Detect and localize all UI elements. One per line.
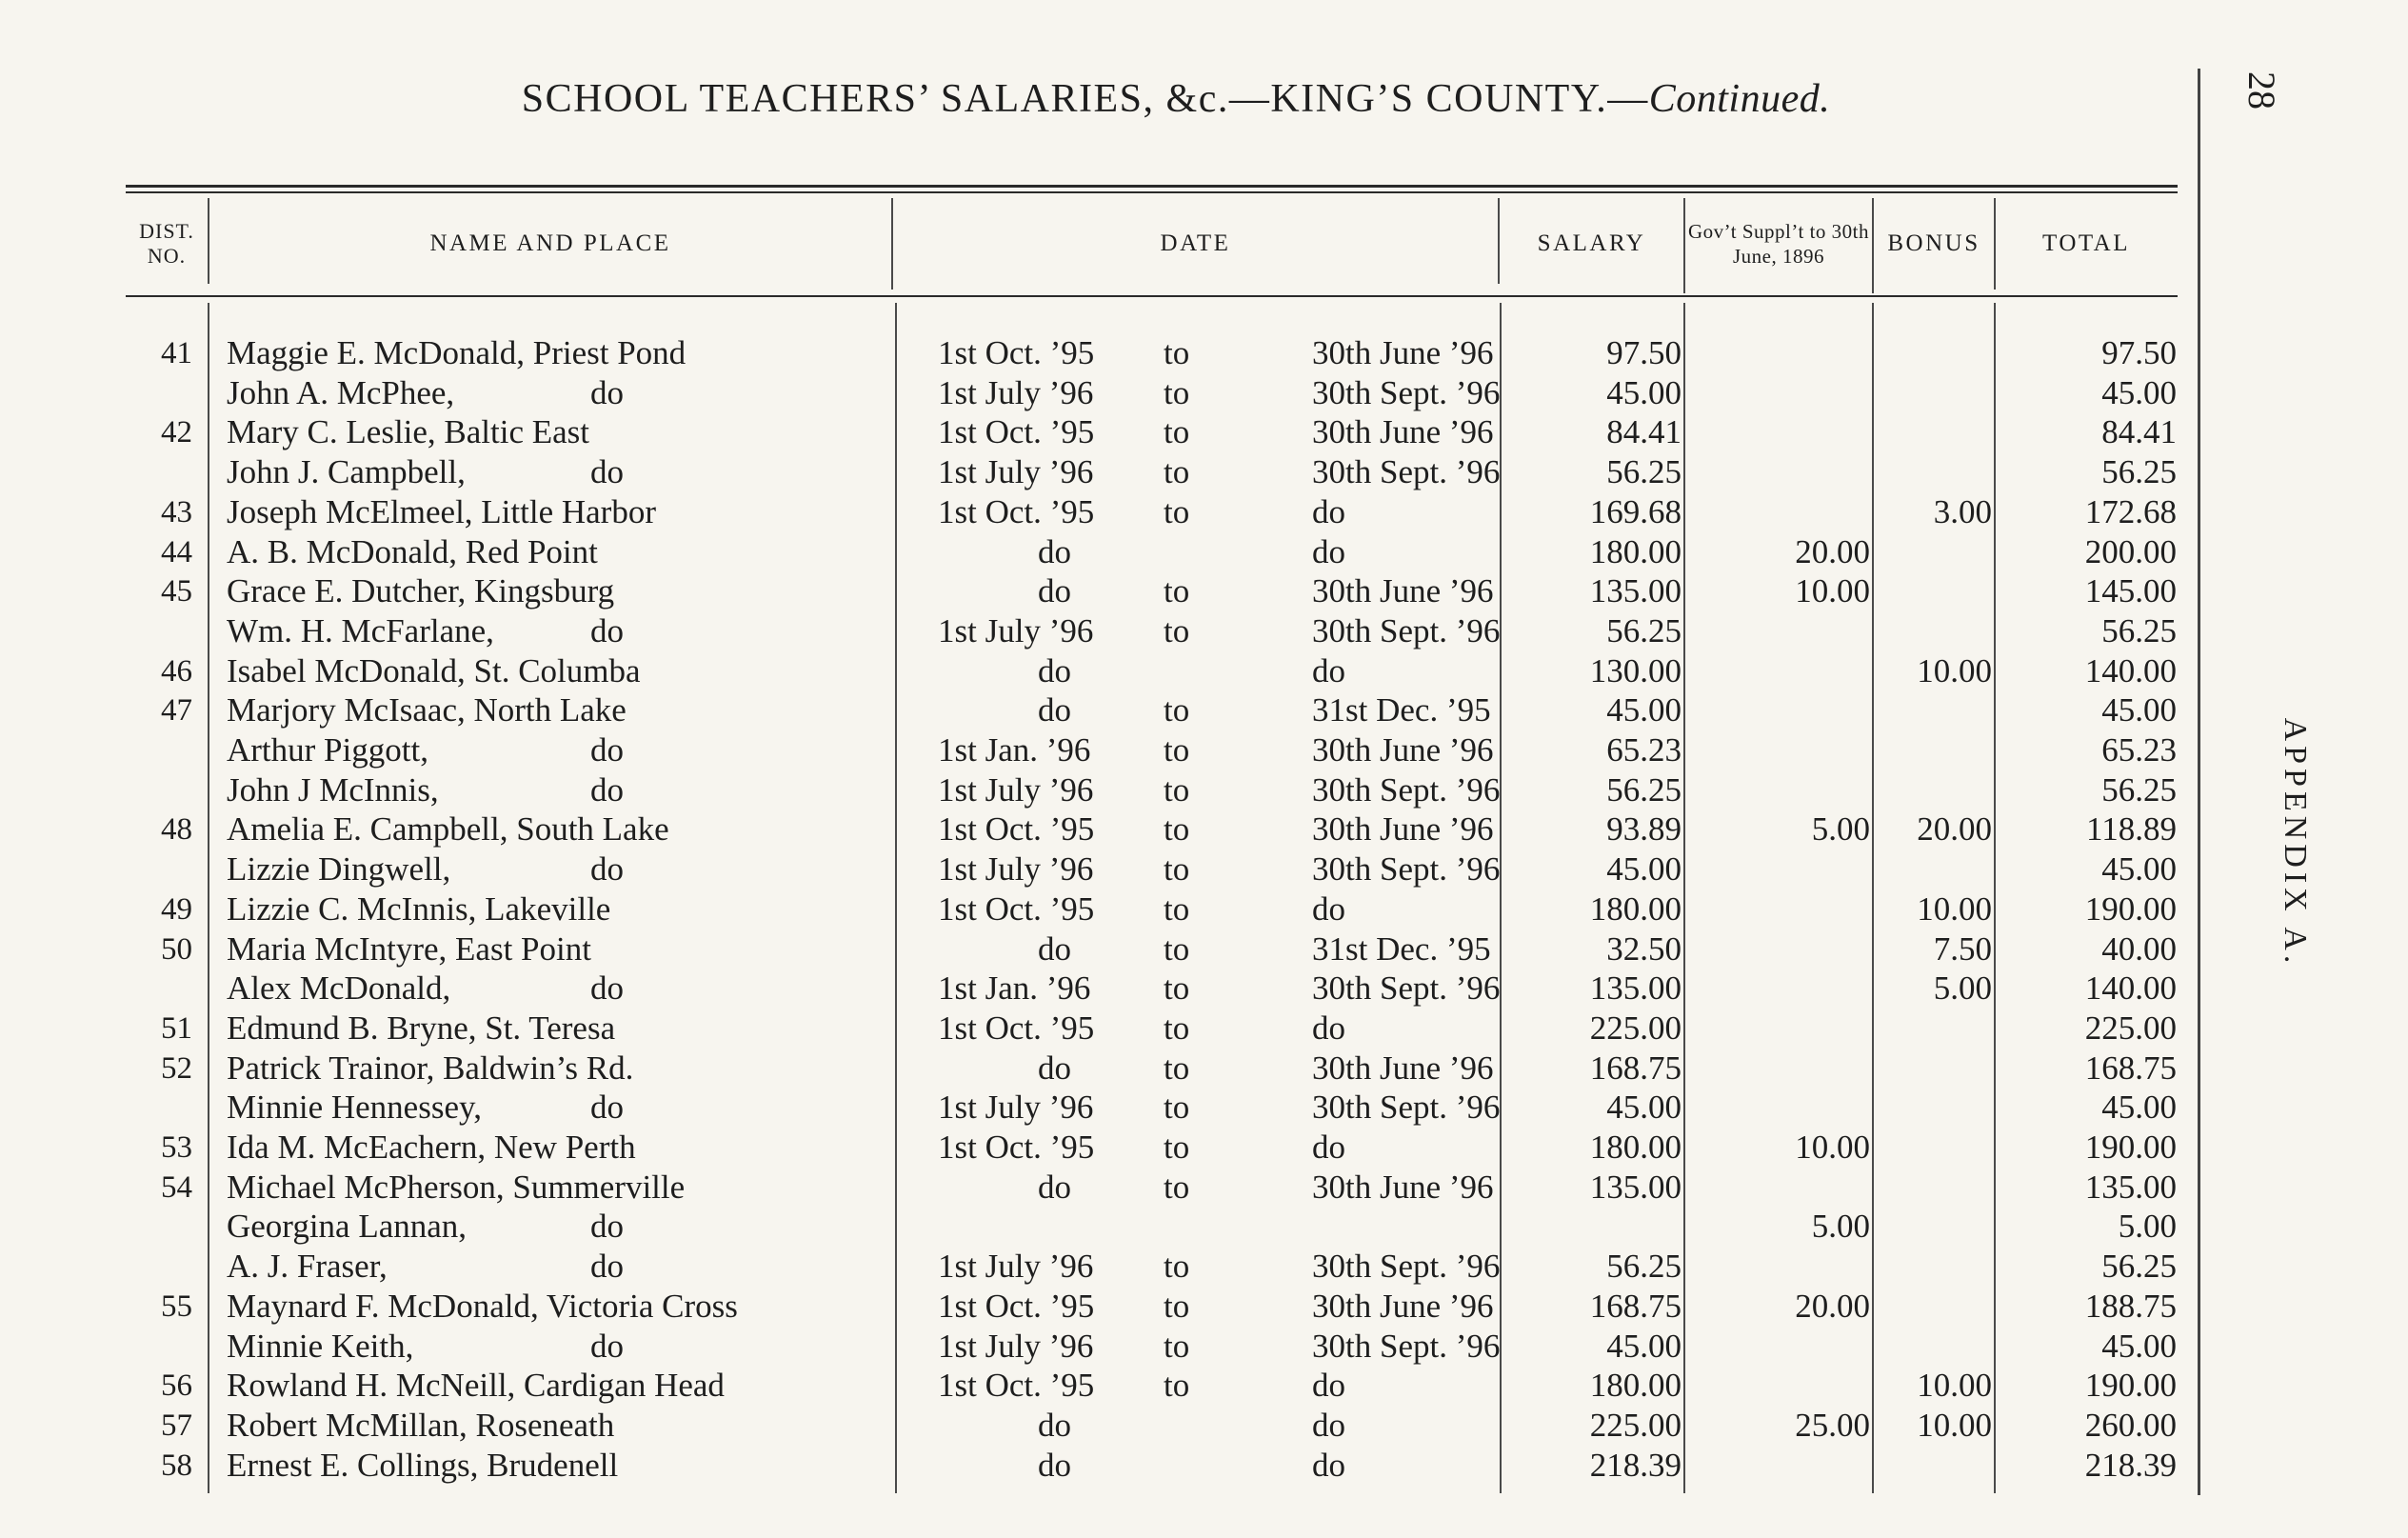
top-rule-thin bbox=[126, 191, 2178, 193]
date-from-cell: 1st Oct. ’95 bbox=[938, 334, 1095, 371]
total-cell: 140.00 bbox=[2084, 651, 2177, 689]
total-cell: 118.89 bbox=[2086, 810, 2177, 849]
header-total: TOTAL bbox=[2042, 230, 2130, 256]
dist-no-cell: 53 bbox=[161, 1130, 192, 1165]
salary-cell: 56.25 bbox=[1606, 770, 1682, 809]
dist-no-cell: 44 bbox=[161, 534, 192, 569]
date-until-cell: 30th June ’96 bbox=[1312, 810, 1494, 849]
total-cell: 56.25 bbox=[2101, 1248, 2177, 1286]
header-bottom-rule bbox=[126, 295, 2178, 297]
table-row bbox=[0, 1207, 2190, 1247]
govt-supplement-cell: 20.00 bbox=[1795, 1287, 1870, 1325]
total-cell: 56.25 bbox=[2101, 453, 2177, 491]
date-until-cell: 30th June ’96 bbox=[1312, 334, 1494, 371]
salary-cell: 56.25 bbox=[1606, 611, 1682, 649]
table-row bbox=[0, 929, 2190, 969]
date-to-word-cell: to bbox=[1164, 969, 1190, 1008]
date-until-cell: 30th Sept. ’96 bbox=[1312, 850, 1501, 889]
top-rule-thick bbox=[126, 185, 2178, 188]
date-to-word-cell: to bbox=[1164, 731, 1190, 769]
table-row bbox=[0, 1128, 2190, 1168]
place-ditto-cell: do bbox=[590, 373, 624, 411]
table-row bbox=[0, 412, 2190, 452]
name-cell: Joseph McElmeel, Little Harbor bbox=[227, 492, 656, 530]
date-from-cell: 1st July ’96 bbox=[938, 850, 1094, 889]
place-ditto-cell: do bbox=[590, 969, 624, 1008]
date-until-cell: 31st Dec. ’95 bbox=[1312, 691, 1491, 729]
date-from-cell: 1st Oct. ’95 bbox=[938, 810, 1095, 849]
salary-cell: 56.25 bbox=[1606, 1248, 1682, 1286]
date-until-cell: do bbox=[1312, 1367, 1345, 1405]
date-from-cell: 1st July ’96 bbox=[938, 611, 1094, 649]
date-until-cell: 30th Sept. ’96 bbox=[1312, 1327, 1501, 1365]
place-ditto-cell: do bbox=[590, 1089, 624, 1127]
dist-no-cell: 46 bbox=[161, 653, 192, 689]
date-to-word-cell: to bbox=[1164, 413, 1190, 451]
date-from-cell: 1st Oct. ’95 bbox=[938, 1367, 1095, 1405]
name-cell: Patrick Trainor, Baldwin’s Rd. bbox=[227, 1049, 634, 1087]
date-until-cell: do bbox=[1312, 1009, 1345, 1047]
date-until-cell: do bbox=[1312, 651, 1345, 689]
salary-cell: 84.41 bbox=[1606, 413, 1682, 451]
date-until-cell: 30th Sept. ’96 bbox=[1312, 1089, 1501, 1127]
date-from-cell: 1st July ’96 bbox=[938, 373, 1094, 411]
date-until-cell: 30th June ’96 bbox=[1312, 731, 1494, 769]
date-to-word-cell: to bbox=[1164, 611, 1190, 649]
date-to-word-cell: to bbox=[1164, 1089, 1190, 1127]
table-row bbox=[0, 452, 2190, 492]
table-row bbox=[0, 690, 2190, 730]
date-from-cell: 1st July ’96 bbox=[938, 1089, 1094, 1127]
dist-no-cell: 43 bbox=[161, 494, 192, 529]
total-cell: 190.00 bbox=[2084, 1367, 2177, 1405]
header-name-and-place: NAME AND PLACE bbox=[429, 230, 671, 256]
name-cell: Robert McMillan, Roseneath bbox=[227, 1406, 615, 1444]
header-bonus: BONUS bbox=[1887, 230, 1980, 256]
date-from-cell: 1st Jan. ’96 bbox=[938, 731, 1091, 769]
govt-supplement-cell: 10.00 bbox=[1795, 1129, 1870, 1166]
salary-cell: 45.00 bbox=[1606, 691, 1682, 729]
total-cell: 225.00 bbox=[2084, 1009, 2177, 1047]
header-dist-no: DIST. NO. bbox=[139, 219, 194, 268]
salary-cell: 180.00 bbox=[1589, 532, 1682, 570]
dist-no-cell: 42 bbox=[161, 415, 192, 450]
name-cell: Ernest E. Collings, Brudenell bbox=[227, 1446, 619, 1484]
salary-cell: 45.00 bbox=[1606, 1327, 1682, 1365]
date-to-word-cell: to bbox=[1164, 1367, 1190, 1405]
name-cell: Ida M. McEachern, New Perth bbox=[227, 1129, 636, 1166]
name-cell: John A. McPhee, bbox=[227, 373, 455, 411]
total-cell: 45.00 bbox=[2101, 850, 2177, 889]
date-from-cell: 1st Oct. ’95 bbox=[938, 889, 1095, 928]
dist-no-cell: 56 bbox=[161, 1368, 192, 1404]
salary-cell: 97.50 bbox=[1606, 334, 1682, 371]
salary-cell: 218.39 bbox=[1589, 1446, 1682, 1484]
salary-cell: 225.00 bbox=[1589, 1009, 1682, 1047]
govt-supplement-cell: 10.00 bbox=[1795, 572, 1870, 610]
bonus-cell: 10.00 bbox=[1917, 651, 1992, 689]
salary-cell: 169.68 bbox=[1589, 492, 1682, 530]
date-from-cell: do bbox=[1038, 1168, 1071, 1206]
table-row bbox=[0, 809, 2190, 849]
place-ditto-cell: do bbox=[590, 611, 624, 649]
table-row bbox=[0, 1247, 2190, 1287]
total-cell: 145.00 bbox=[2084, 572, 2177, 610]
salary-cell: 180.00 bbox=[1589, 1367, 1682, 1405]
salary-cell: 65.23 bbox=[1606, 731, 1682, 769]
name-cell: Alex McDonald, bbox=[227, 969, 451, 1008]
name-cell: A. B. McDonald, Red Point bbox=[227, 532, 598, 570]
dist-no-cell: 48 bbox=[161, 812, 192, 848]
table-row bbox=[0, 969, 2190, 1009]
date-from-cell: 1st July ’96 bbox=[938, 770, 1094, 809]
title-continued: Continued. bbox=[1648, 77, 1831, 121]
total-cell: 200.00 bbox=[2084, 532, 2177, 570]
govt-supplement-cell: 25.00 bbox=[1795, 1406, 1870, 1444]
date-until-cell: do bbox=[1312, 889, 1345, 928]
date-until-cell: 31st Dec. ’95 bbox=[1312, 929, 1491, 968]
name-cell: A. J. Fraser, bbox=[227, 1248, 388, 1286]
date-from-cell: 1st Oct. ’95 bbox=[938, 413, 1095, 451]
date-from-cell: do bbox=[1038, 1049, 1071, 1087]
date-from-cell: 1st Oct. ’95 bbox=[938, 1129, 1095, 1166]
date-to-word-cell: to bbox=[1164, 929, 1190, 968]
header-salary: SALARY bbox=[1537, 230, 1646, 256]
dist-no-cell: 51 bbox=[161, 1010, 192, 1046]
place-ditto-cell: do bbox=[590, 1208, 624, 1246]
date-to-word-cell: to bbox=[1164, 1287, 1190, 1325]
place-ditto-cell: do bbox=[590, 731, 624, 769]
table-row bbox=[0, 889, 2190, 929]
place-ditto-cell: do bbox=[590, 770, 624, 809]
date-to-word-cell: to bbox=[1164, 691, 1190, 729]
total-cell: 218.39 bbox=[2084, 1446, 2177, 1484]
table-row bbox=[0, 571, 2190, 611]
bonus-cell: 5.00 bbox=[1933, 969, 1992, 1008]
total-cell: 135.00 bbox=[2084, 1168, 2177, 1206]
name-cell: Minnie Hennessey, bbox=[227, 1089, 482, 1127]
date-until-cell: 30th Sept. ’96 bbox=[1312, 453, 1501, 491]
header-govt-supplement: Gov’t Suppl’t to 30th June, 1896 bbox=[1688, 220, 1869, 268]
date-from-cell: 1st July ’96 bbox=[938, 1248, 1094, 1286]
date-until-cell: do bbox=[1312, 1446, 1345, 1484]
appendix-label: APPENDIX A. bbox=[2278, 717, 2313, 969]
date-until-cell: 30th Sept. ’96 bbox=[1312, 1248, 1501, 1286]
dist-no-cell: 58 bbox=[161, 1448, 192, 1483]
date-from-cell: 1st July ’96 bbox=[938, 453, 1094, 491]
date-from-cell: 1st July ’96 bbox=[938, 1327, 1094, 1365]
right-margin-rule bbox=[2198, 69, 2200, 1495]
date-until-cell: 30th Sept. ’96 bbox=[1312, 611, 1501, 649]
date-from-cell: 1st Oct. ’95 bbox=[938, 1009, 1095, 1047]
date-until-cell: do bbox=[1312, 532, 1345, 570]
table-row bbox=[0, 373, 2190, 413]
salary-cell: 180.00 bbox=[1589, 1129, 1682, 1166]
date-to-word-cell: to bbox=[1164, 850, 1190, 889]
salary-cell: 45.00 bbox=[1606, 373, 1682, 411]
govt-supplement-cell: 20.00 bbox=[1795, 532, 1870, 570]
date-from-cell: 1st Jan. ’96 bbox=[938, 969, 1091, 1008]
table-row bbox=[0, 849, 2190, 889]
table-row bbox=[0, 1446, 2190, 1486]
date-until-cell: 30th June ’96 bbox=[1312, 572, 1494, 610]
place-ditto-cell: do bbox=[590, 1248, 624, 1286]
table-row bbox=[0, 651, 2190, 691]
bonus-cell: 10.00 bbox=[1917, 889, 1992, 928]
date-from-cell: do bbox=[1038, 929, 1071, 968]
total-cell: 45.00 bbox=[2101, 1089, 2177, 1127]
name-cell: Wm. H. McFarlane, bbox=[227, 611, 494, 649]
bonus-cell: 10.00 bbox=[1917, 1367, 1992, 1405]
salary-cell: 93.89 bbox=[1606, 810, 1682, 849]
table-row bbox=[0, 492, 2190, 532]
salary-cell: 225.00 bbox=[1589, 1406, 1682, 1444]
total-cell: 168.75 bbox=[2084, 1049, 2177, 1087]
total-cell: 190.00 bbox=[2084, 889, 2177, 928]
date-from-cell: do bbox=[1038, 532, 1071, 570]
place-ditto-cell: do bbox=[590, 850, 624, 889]
date-until-cell: do bbox=[1312, 492, 1345, 530]
dist-no-cell: 41 bbox=[161, 336, 192, 370]
date-to-word-cell: to bbox=[1164, 810, 1190, 849]
table-row bbox=[0, 611, 2190, 651]
salary-cell: 135.00 bbox=[1589, 572, 1682, 610]
place-ditto-cell: do bbox=[590, 1327, 624, 1365]
name-cell: Maynard F. McDonald, Victoria Cross bbox=[227, 1287, 738, 1325]
date-until-cell: 30th June ’96 bbox=[1312, 1049, 1494, 1087]
date-from-cell: 1st Oct. ’95 bbox=[938, 492, 1095, 530]
page-title bbox=[476, 76, 1876, 122]
dist-no-cell: 55 bbox=[161, 1288, 192, 1324]
date-to-word-cell: to bbox=[1164, 1129, 1190, 1166]
name-cell: John J McInnis, bbox=[227, 770, 439, 809]
name-cell: Maria McIntyre, East Point bbox=[227, 929, 591, 968]
name-cell: Georgina Lannan, bbox=[227, 1208, 468, 1246]
date-until-cell: do bbox=[1312, 1406, 1345, 1444]
total-cell: 45.00 bbox=[2101, 691, 2177, 729]
total-cell: 172.68 bbox=[2084, 492, 2177, 530]
total-cell: 45.00 bbox=[2101, 373, 2177, 411]
name-cell: Michael McPherson, Summerville bbox=[227, 1168, 686, 1206]
name-cell: Marjory McIsaac, North Lake bbox=[227, 691, 627, 729]
date-to-word-cell: to bbox=[1164, 1168, 1190, 1206]
date-until-cell: 30th Sept. ’96 bbox=[1312, 969, 1501, 1008]
date-to-word-cell: to bbox=[1164, 1049, 1190, 1087]
name-cell: Arthur Piggott, bbox=[227, 731, 428, 769]
date-until-cell: 30th Sept. ’96 bbox=[1312, 373, 1501, 411]
dist-no-cell: 57 bbox=[161, 1408, 192, 1443]
salary-cell: 45.00 bbox=[1606, 850, 1682, 889]
page-number: 28 bbox=[2240, 71, 2283, 110]
name-cell: Lizzie Dingwell, bbox=[227, 850, 451, 889]
date-from-cell: do bbox=[1038, 1406, 1071, 1444]
salary-cell: 45.00 bbox=[1606, 1089, 1682, 1127]
date-to-word-cell: to bbox=[1164, 334, 1190, 371]
total-cell: 5.00 bbox=[2118, 1208, 2177, 1246]
date-from-cell: do bbox=[1038, 1446, 1071, 1484]
table-row bbox=[0, 1168, 2190, 1208]
date-to-word-cell: to bbox=[1164, 1327, 1190, 1365]
date-until-cell: 30th June ’96 bbox=[1312, 1168, 1494, 1206]
date-from-cell: do bbox=[1038, 572, 1071, 610]
table-row bbox=[0, 1049, 2190, 1089]
name-cell: Maggie E. McDonald, Priest Pond bbox=[227, 334, 687, 371]
date-to-word-cell: to bbox=[1164, 572, 1190, 610]
date-from-cell: do bbox=[1038, 651, 1071, 689]
total-cell: 65.23 bbox=[2101, 731, 2177, 769]
total-cell: 140.00 bbox=[2084, 969, 2177, 1008]
table-row bbox=[0, 532, 2190, 572]
date-to-word-cell: to bbox=[1164, 373, 1190, 411]
date-from-cell: 1st Oct. ’95 bbox=[938, 1287, 1095, 1325]
dist-no-cell: 49 bbox=[161, 891, 192, 927]
name-cell: Amelia E. Campbell, South Lake bbox=[227, 810, 669, 849]
salary-cell: 130.00 bbox=[1589, 651, 1682, 689]
table-row bbox=[0, 333, 2190, 373]
name-cell: John J. Campbell, bbox=[227, 453, 466, 491]
date-until-cell: 30th June ’96 bbox=[1312, 413, 1494, 451]
total-cell: 40.00 bbox=[2101, 929, 2177, 968]
salary-cell: 135.00 bbox=[1589, 969, 1682, 1008]
date-from-cell: do bbox=[1038, 691, 1071, 729]
total-cell: 190.00 bbox=[2084, 1129, 2177, 1166]
name-cell: Minnie Keith, bbox=[227, 1327, 414, 1365]
date-until-cell: do bbox=[1312, 1129, 1345, 1166]
salary-cell: 56.25 bbox=[1606, 453, 1682, 491]
table-row bbox=[0, 1088, 2190, 1128]
name-cell: Lizzie C. McInnis, Lakeville bbox=[227, 889, 611, 928]
dist-no-cell: 45 bbox=[161, 574, 192, 609]
total-cell: 84.41 bbox=[2101, 413, 2177, 451]
salary-cell: 168.75 bbox=[1589, 1049, 1682, 1087]
date-to-word-cell: to bbox=[1164, 770, 1190, 809]
dist-no-cell: 54 bbox=[161, 1169, 192, 1205]
table-row bbox=[0, 1366, 2190, 1406]
total-cell: 56.25 bbox=[2101, 770, 2177, 809]
total-cell: 45.00 bbox=[2101, 1327, 2177, 1365]
salary-cell: 180.00 bbox=[1589, 889, 1682, 928]
table-row bbox=[0, 1406, 2190, 1446]
bonus-cell: 3.00 bbox=[1933, 492, 1992, 530]
dist-no-cell: 47 bbox=[161, 693, 192, 729]
place-ditto-cell: do bbox=[590, 453, 624, 491]
date-to-word-cell: to bbox=[1164, 453, 1190, 491]
table-row bbox=[0, 1009, 2190, 1049]
total-cell: 97.50 bbox=[2101, 334, 2177, 371]
bonus-cell: 10.00 bbox=[1917, 1406, 1992, 1444]
govt-supplement-cell: 5.00 bbox=[1811, 810, 1870, 849]
name-cell: Isabel McDonald, St. Columba bbox=[227, 651, 641, 689]
date-to-word-cell: to bbox=[1164, 492, 1190, 530]
salary-cell: 168.75 bbox=[1589, 1287, 1682, 1325]
date-to-word-cell: to bbox=[1164, 1009, 1190, 1047]
total-cell: 260.00 bbox=[2084, 1406, 2177, 1444]
date-to-word-cell: to bbox=[1164, 889, 1190, 928]
dist-no-cell: 50 bbox=[161, 931, 192, 967]
table-row bbox=[0, 1287, 2190, 1327]
table-row bbox=[0, 770, 2190, 810]
name-cell: Edmund B. Bryne, St. Teresa bbox=[227, 1009, 616, 1047]
total-cell: 56.25 bbox=[2101, 611, 2177, 649]
title-main: SCHOOL TEACHERS’ SALARIES, &c.—KING’S COUNTY.— bbox=[521, 77, 1649, 121]
total-cell: 188.75 bbox=[2084, 1287, 2177, 1325]
salary-cell: 135.00 bbox=[1589, 1168, 1682, 1206]
table-row bbox=[0, 730, 2190, 770]
name-cell: Rowland H. McNeill, Cardigan Head bbox=[227, 1367, 725, 1405]
name-cell: Mary C. Leslie, Baltic East bbox=[227, 413, 590, 451]
bonus-cell: 20.00 bbox=[1917, 810, 1992, 849]
salary-cell: 32.50 bbox=[1606, 929, 1682, 968]
govt-supplement-cell: 5.00 bbox=[1811, 1208, 1870, 1246]
date-to-word-cell: to bbox=[1164, 1248, 1190, 1286]
header-date: DATE bbox=[1160, 230, 1231, 256]
dist-no-cell: 52 bbox=[161, 1050, 192, 1086]
table-row bbox=[0, 1327, 2190, 1367]
name-cell: Grace E. Dutcher, Kingsburg bbox=[227, 572, 615, 610]
date-until-cell: 30th June ’96 bbox=[1312, 1287, 1494, 1325]
bonus-cell: 7.50 bbox=[1933, 929, 1992, 968]
date-until-cell: 30th Sept. ’96 bbox=[1312, 770, 1501, 809]
